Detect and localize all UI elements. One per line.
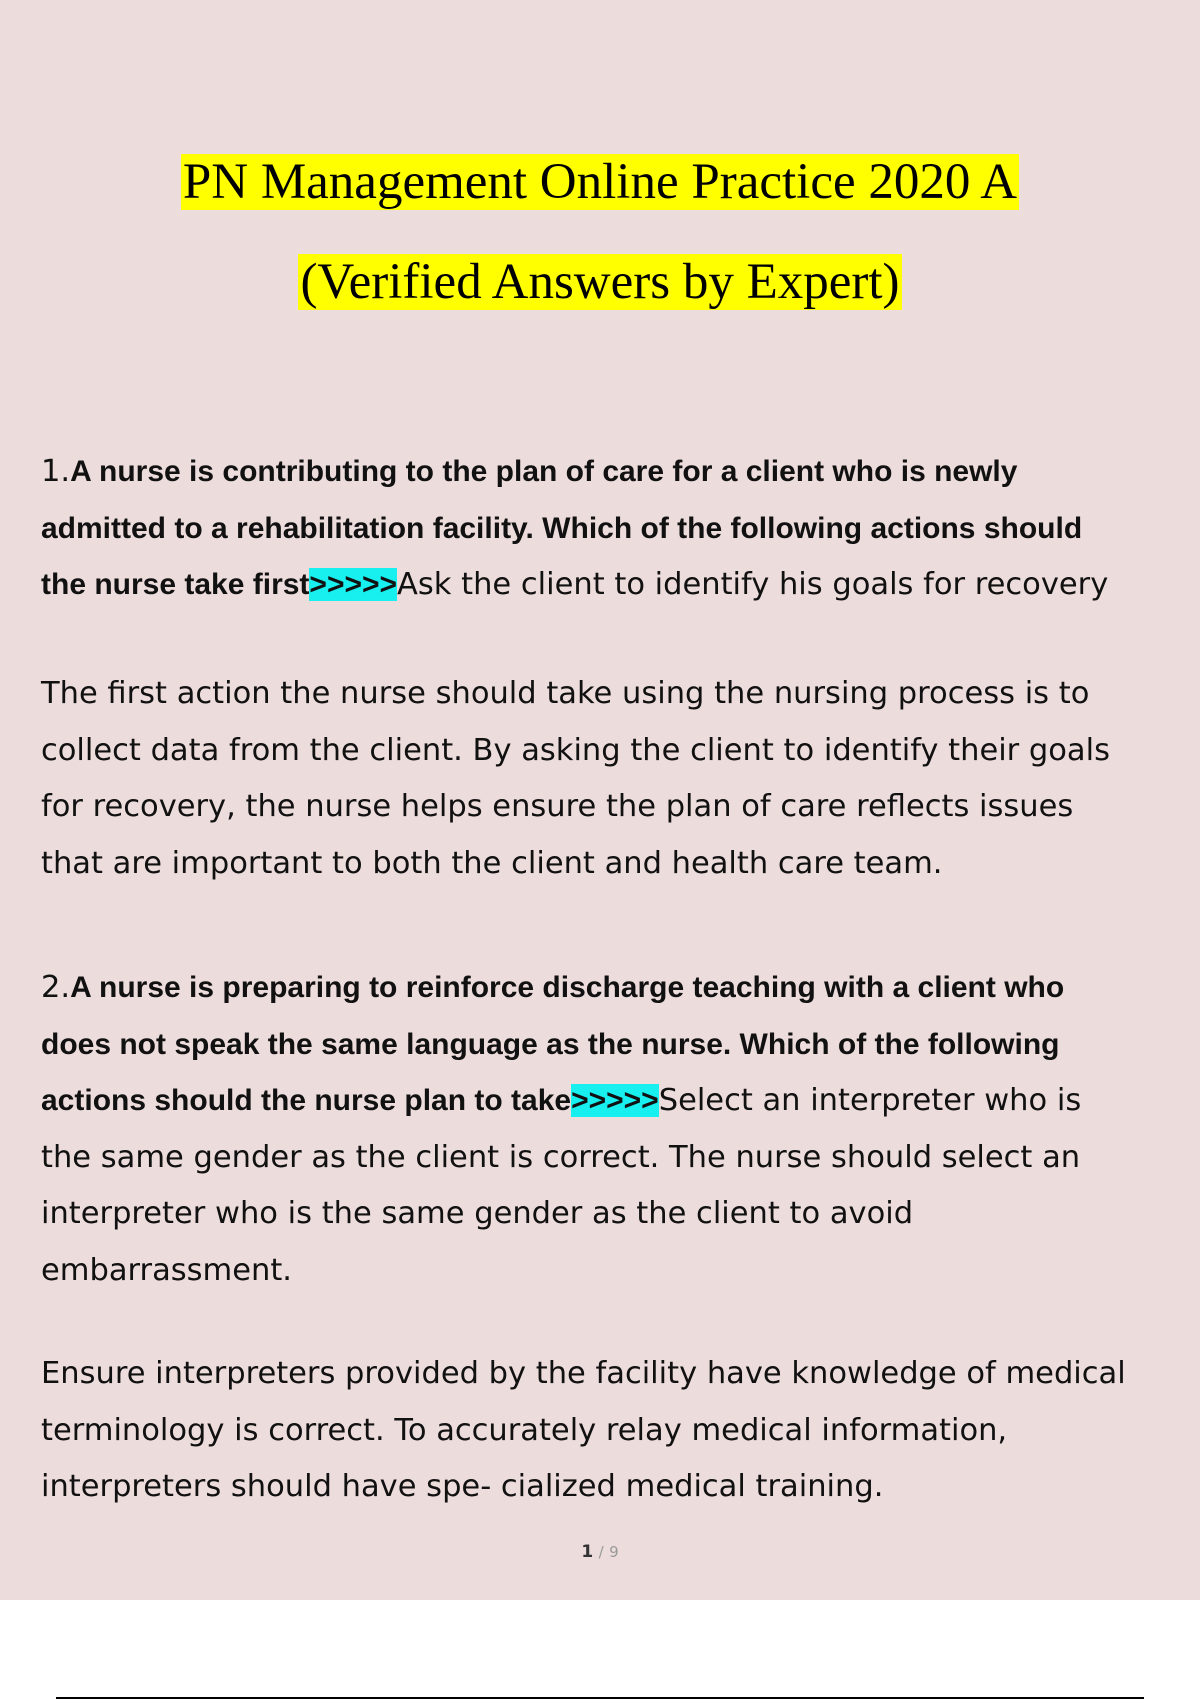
- document-title: [0, 132, 1200, 332]
- answer-marker: >>>>>: [309, 568, 398, 601]
- current-page: 1: [581, 1542, 594, 1562]
- question-text: A nurse is preparing to reinforce discharge teaching with a client who: [70, 971, 1065, 1004]
- title-line-1: PN Management Online Practice 2020 A: [182, 154, 1018, 210]
- page-indicator: [0, 1542, 1200, 1562]
- question-1: [41, 444, 1191, 614]
- question-number: 2.: [41, 970, 71, 1005]
- total-pages: 9: [609, 1543, 619, 1561]
- explanation-line: that are important to both the client and health care team.: [41, 845, 943, 881]
- question-number: 1.: [41, 454, 71, 489]
- page-separator: /: [598, 1543, 604, 1561]
- answer-text: Select an interpreter who is: [658, 1083, 1082, 1118]
- page-divider: [56, 1697, 1144, 1699]
- explanation-line: The first action the nurse should take using the nursing process is to: [41, 676, 1090, 711]
- answer-text: the same gender as the client is correct. The nurse should select an: [41, 1139, 1081, 1175]
- question-2: [41, 960, 1191, 1299]
- question-text: the nurse take first: [41, 568, 310, 601]
- question-text: A nurse is contributing to the plan of care for a client who is newly: [70, 455, 1018, 488]
- explanation-line: terminology is correct. To accurately relay medical information,: [41, 1412, 1008, 1448]
- question-text: admitted to a rehabilitation facility. Which of the following actions should: [41, 511, 1083, 545]
- explanation-1: [41, 666, 1191, 892]
- answer-text: Ask the client to identify his goals for recovery: [397, 567, 1109, 602]
- explanation-line: for recovery, the nurse helps ensure the plan of care reflects issues: [41, 789, 1074, 824]
- question-text: does not speak the same language as the nurse. Which of the following: [41, 1027, 1060, 1061]
- answer-marker: >>>>>: [571, 1084, 659, 1117]
- explanation-line: collect data from the client. By asking the client to identify their goals: [41, 732, 1110, 768]
- explanation-line: Ensure interpreters provided by the facility have knowledge of medical: [41, 1356, 1126, 1391]
- answer-text: embarrassment.: [41, 1252, 292, 1288]
- explanation-line: interpreters should have spe- cialized medical training.: [41, 1469, 884, 1504]
- title-line-2: (Verified Answers by Expert): [300, 254, 900, 310]
- question-text: actions should the nurse plan to take: [41, 1084, 572, 1117]
- answer-text: interpreter who is the same gender as the client to avoid: [41, 1196, 914, 1231]
- explanation-2: [41, 1346, 1191, 1516]
